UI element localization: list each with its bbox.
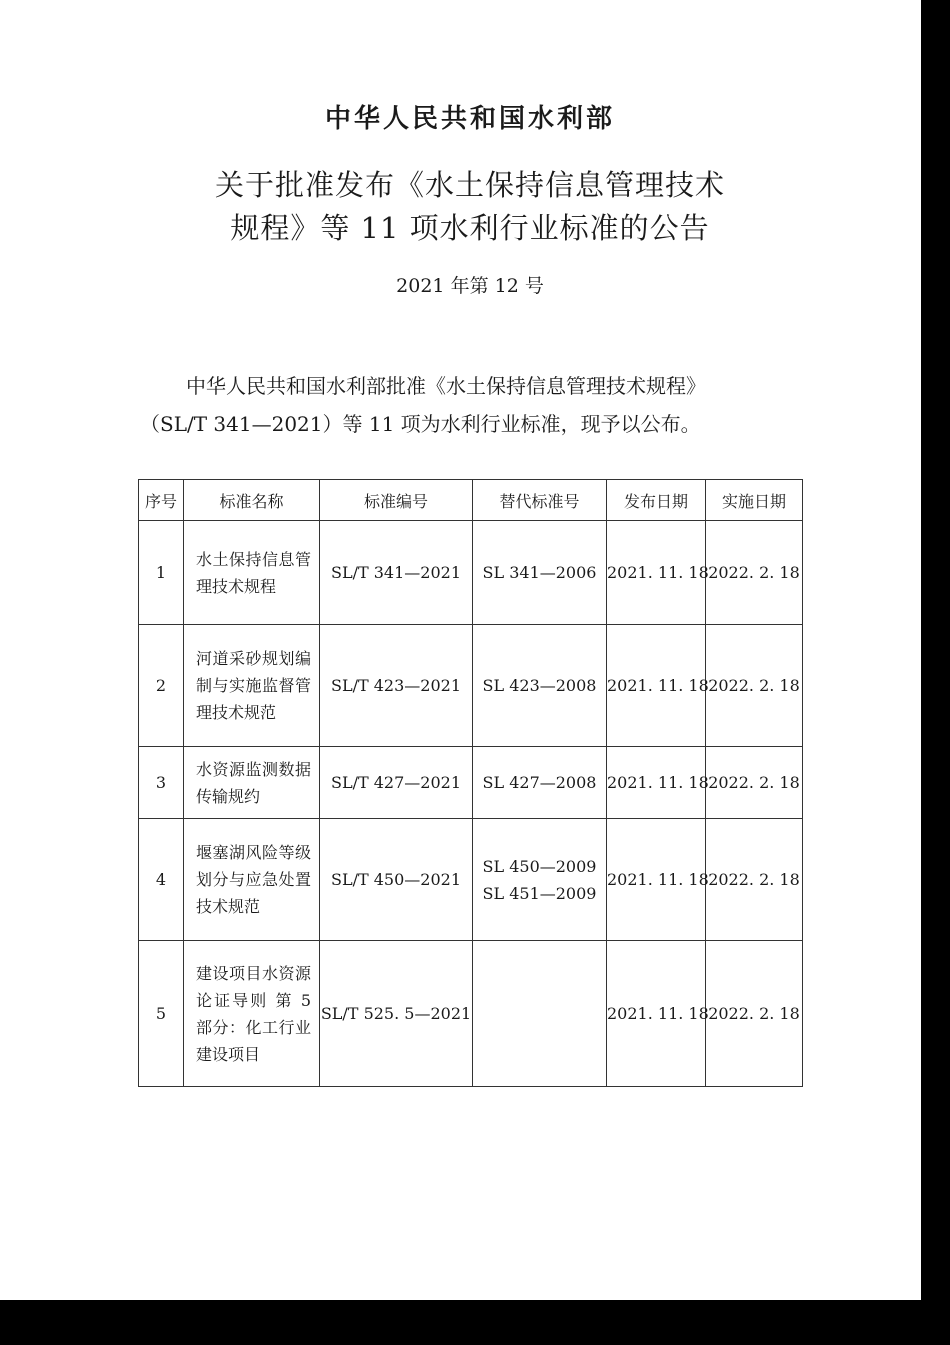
announcement-title-line1: 关于批准发布《水土保持信息管理技术	[214, 168, 725, 202]
row-name: 水土保持信息管理技术规程	[184, 521, 320, 625]
row-name: 建设项目水资源论证导则 第 5 部分：化工行业建设项目	[184, 941, 320, 1087]
row-publish-date: 2021. 11. 18	[607, 747, 706, 819]
header-effective-date: 实施日期	[706, 480, 803, 521]
row-code: SL/T 450—2021	[320, 819, 473, 941]
row-effective-date: 2022. 2. 18	[706, 747, 803, 819]
row-name: 河道采砂规划编制与实施监督管理技术规范	[184, 625, 320, 747]
body-paragraph-line1: 中华人民共和国水利部批准《水土保持信息管理技术规程》	[186, 374, 706, 398]
table-header-row	[139, 480, 803, 521]
scan-border-bottom	[0, 1300, 950, 1345]
row-name: 水资源监测数据传输规约	[184, 747, 320, 819]
row-publish-date: 2021. 11. 18	[607, 819, 706, 941]
row-replaced: SL 423—2008	[473, 625, 607, 747]
row-publish-date: 2021. 11. 18	[607, 941, 706, 1087]
header-no: 序号	[139, 480, 184, 521]
row-replaced: SL 427—2008	[473, 747, 607, 819]
header-name: 标准名称	[184, 480, 320, 521]
row-no: 1	[139, 521, 184, 625]
table-row	[139, 819, 803, 941]
table-row	[139, 747, 803, 819]
row-effective-date: 2022. 2. 18	[706, 941, 803, 1087]
header-replaced: 替代标准号	[473, 480, 607, 521]
row-effective-date: 2022. 2. 18	[706, 819, 803, 941]
row-code: SL/T 341—2021	[320, 521, 473, 625]
row-no: 5	[139, 941, 184, 1087]
row-replaced	[473, 819, 607, 941]
announcement-title-line2: 规程》等 11 项水利行业标准的公告	[230, 211, 710, 245]
replaced-code: SL 451—2009	[482, 883, 597, 903]
row-no: 2	[139, 625, 184, 747]
row-replaced	[473, 941, 607, 1087]
header-code: 标准编号	[320, 480, 473, 521]
row-code: SL/T 423—2021	[320, 625, 473, 747]
row-replaced: SL 341—2006	[473, 521, 607, 625]
document-number: 2021 年第 12 号	[396, 275, 544, 297]
table-row	[139, 521, 803, 625]
row-code: SL/T 525. 5—2021	[320, 941, 473, 1087]
table-row	[139, 625, 803, 747]
ministry-heading: 中华人民共和国水利部	[324, 104, 615, 134]
row-publish-date: 2021. 11. 18	[607, 625, 706, 747]
body-paragraph-line2: （SL/T 341—2021）等 11 项为水利行业标准，现予以公布。	[140, 412, 701, 436]
standards-table	[138, 479, 803, 1087]
row-effective-date: 2022. 2. 18	[706, 625, 803, 747]
header-publish-date: 发布日期	[607, 480, 706, 521]
replaced-code: SL 450—2009	[482, 856, 597, 876]
row-code: SL/T 427—2021	[320, 747, 473, 819]
row-publish-date: 2021. 11. 18	[607, 521, 706, 625]
row-no: 4	[139, 819, 184, 941]
row-no: 3	[139, 747, 184, 819]
table-row	[139, 941, 803, 1087]
row-effective-date: 2022. 2. 18	[706, 521, 803, 625]
row-name: 堰塞湖风险等级划分与应急处置技术规范	[184, 819, 320, 941]
